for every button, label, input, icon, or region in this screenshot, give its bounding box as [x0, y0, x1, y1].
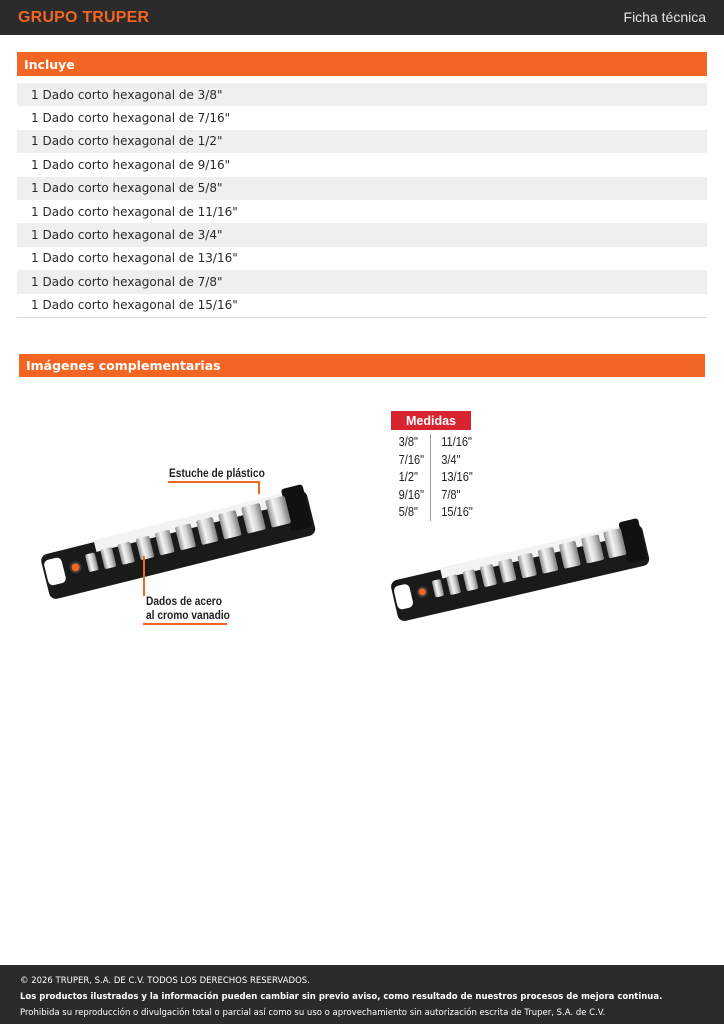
- sockets-callout-leader: [143, 556, 145, 596]
- sockets-callout-line-1: Dados de acero: [146, 594, 222, 608]
- size-cell: 15/16": [441, 504, 473, 520]
- list-item: 1 Dado corto hexagonal de 11/16": [17, 200, 707, 223]
- sizes-table-title: Medidas: [391, 411, 471, 430]
- includes-section-header: Incluye: [17, 52, 707, 76]
- size-cell: 3/8": [398, 434, 418, 449]
- case-callout-leader: [258, 481, 260, 494]
- sizes-table-grid: [391, 430, 471, 521]
- size-cell: 7/16": [398, 451, 425, 467]
- socket-set-image-main: [36, 480, 318, 600]
- footer: [0, 965, 724, 1024]
- sizes-table: [391, 411, 471, 521]
- list-item: 1 Dado corto hexagonal de 9/16": [17, 153, 707, 176]
- list-item: 1 Dado corto hexagonal de 13/16": [17, 247, 707, 270]
- size-cell: 13/16": [441, 469, 473, 485]
- case-callout-label: Estuche de plástico: [169, 466, 265, 480]
- size-cell: 3/4": [441, 451, 461, 467]
- footer-copyright: © 2026 TRUPER, S.A. DE C.V. TODOS LOS DERECHOS RESERVADOS.: [20, 976, 310, 986]
- images-section-header: Imágenes complementarias: [19, 354, 705, 377]
- size-cell: 9/16": [398, 486, 425, 502]
- top-bar: [0, 0, 724, 35]
- document-type-label: Ficha técnica: [623, 9, 706, 25]
- sockets-callout-underline: [143, 623, 227, 625]
- socket-set-image-secondary: [386, 512, 652, 624]
- list-item: 1 Dado corto hexagonal de 7/8": [17, 270, 707, 293]
- list-item: 1 Dado corto hexagonal de 3/4": [17, 223, 707, 246]
- list-item: 1 Dado corto hexagonal de 1/2": [17, 130, 707, 153]
- list-item: 1 Dado corto hexagonal de 15/16": [17, 294, 707, 317]
- sockets-callout-label: [146, 594, 230, 622]
- size-cell: 11/16": [441, 434, 472, 449]
- size-cell: 1/2": [398, 469, 418, 485]
- footer-notice: Los productos ilustrados y la información pueden cambiar sin previo aviso, como resultado de nuestros procesos de mejora continua.: [20, 992, 663, 1002]
- sockets-callout-line-2: al cromo vanadio: [146, 608, 230, 622]
- size-cell: 5/8": [398, 504, 418, 520]
- includes-list: [17, 83, 707, 318]
- list-item: 1 Dado corto hexagonal de 7/16": [17, 106, 707, 129]
- brand-logo: GRUPO TRUPER: [18, 9, 150, 26]
- case-callout-underline: [168, 481, 260, 483]
- footer-prohibition: Prohibida su reproducción o divulgación total o parcial así como su uso o aprovechamiento sin autorización escrita de Truper, S.A. de C.V.: [20, 1008, 606, 1018]
- list-item: 1 Dado corto hexagonal de 3/8": [17, 83, 707, 106]
- list-item: 1 Dado corto hexagonal de 5/8": [17, 177, 707, 200]
- size-cell: 7/8": [441, 486, 461, 502]
